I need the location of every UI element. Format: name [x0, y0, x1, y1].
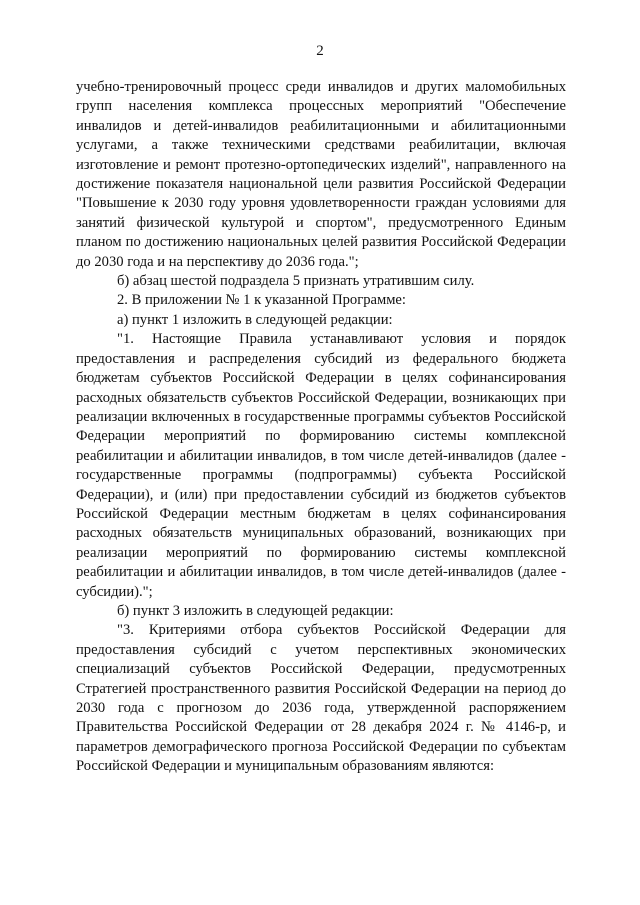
- paragraph-rule-1: "1. Настоящие Правила устанавливают условия и порядок предоставления и распределения субсидий из федерального бюджета бюджетам субъектов Российской Федерации в целях софинансирования расходных обязательств субъектов Российской Федерации, возникающих при реализации включенных в государственные программы субъектов Российской Федерации мероприятий по формированию системы комплексной реабилитации и абилитации инвалидов, в том числе детей-инвалидов (далее - государственные программы (подпрограммы) субъекта Российской Федерации), и (или) при предоставлении субсидий из бюджетов субъектов Российской Федерации местным бюджетам в целях софинансирования расходных обязательств муниципальных образований, возникающих при реализации мероприятий по формированию системы комплексной реабилитации и абилитации инвалидов, в том числе детей-инвалидов (далее - субсидии).";: [76, 331, 566, 600]
- document-body: [76, 78, 566, 777]
- paragraph-item-b-2: б) пункт 3 изложить в следующей редакции:: [117, 602, 394, 619]
- paragraph-continuation: учебно-тренировочный процесс среди инвалидов и других маломобильных групп населения комплекса процессных мероприятий "Обеспечение инвалидов и детей-инвалидов реабилитационными и абилитационными услугами, а также техническими средствами реабилитации, включая изготовление и ремонт протезно-ортопедических изделий", направленного на достижение показателя национальной цели развития Российской Федерации "Повышение к 2030 году уровня удовлетворенности граждан условиями для занятий физической культурой и спортом", предусмотренного Единым планом по достижению национальных целей развития Российской Федерации до 2030 года и на перспективу до 2036 года.";: [76, 79, 566, 270]
- page-number: 2: [316, 43, 324, 59]
- paragraph-section-2: 2. В приложении № 1 к указанной Программе:: [117, 292, 406, 309]
- paragraph-item-a: а) пункт 1 изложить в следующей редакции:: [117, 311, 393, 328]
- paragraph-rule-3: "3. Критериями отбора субъектов Российской Федерации для предоставления субсидий с учетом перспективных экономических специализаций субъектов Российской Федерации, предусмотренных Стратегией пространственного развития Российской Федерации на период до 2030 года с прогнозом до 2036 года, утвержденной распоряжением Правительства Российской Федерации от 28 декабря 2024 г. № 4146-р, и параметров демографического прогноза Российской Федерации по субъектам Российской Федерации и муниципальным образованиям являются:: [76, 622, 566, 775]
- paragraph-item-b: б) абзац шестой подраздела 5 признать утратившим силу.: [117, 273, 475, 290]
